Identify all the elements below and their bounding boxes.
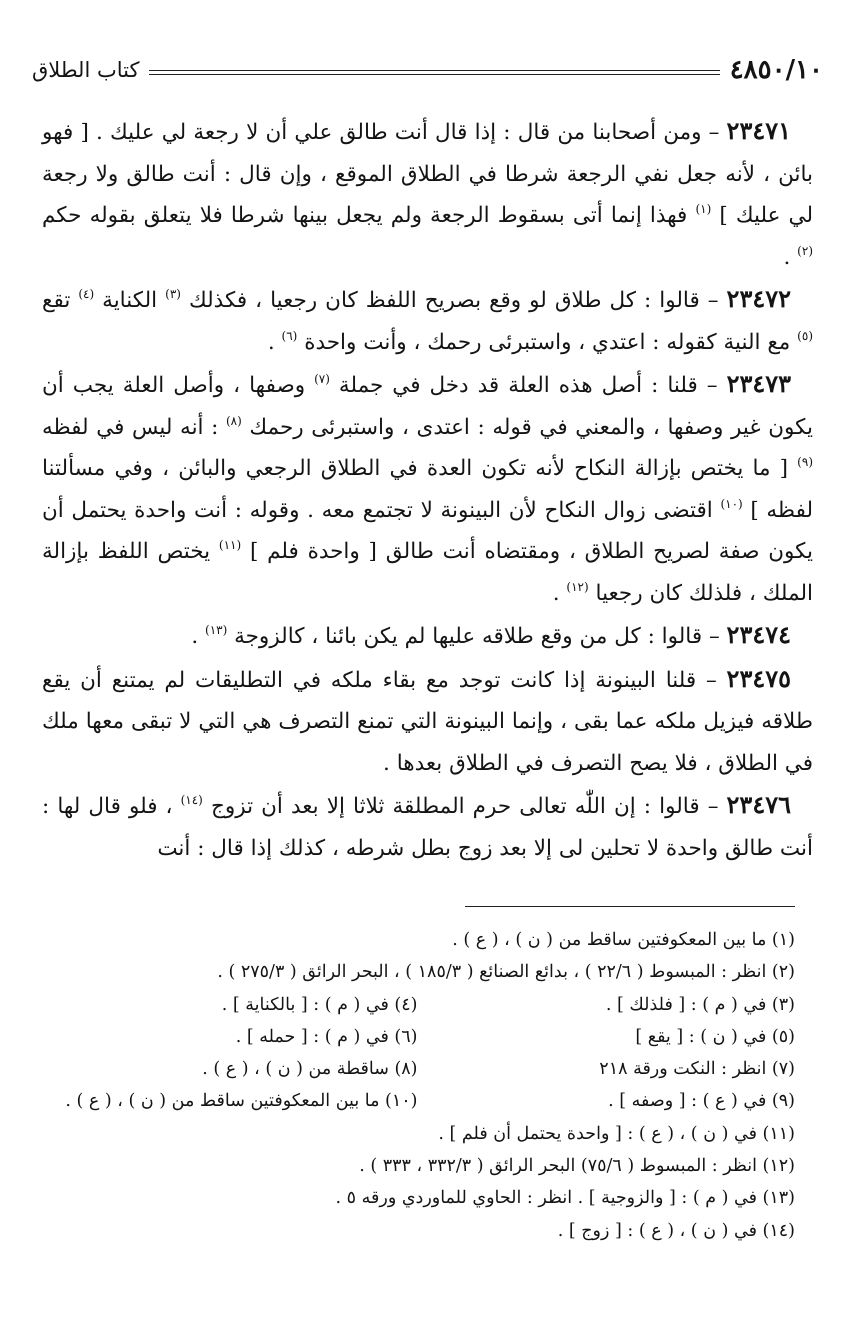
header-double-rule [149, 70, 719, 75]
paragraph-text: – قالوا : إن اللّٰه تعالى حرم المطلقة ثلاثا إلا بعد أن تزوج [202, 794, 727, 819]
footnote-marker: (٩) [797, 455, 813, 469]
main-text [42, 110, 813, 869]
footnote-marker: (١) [695, 202, 712, 216]
paragraph-text: وصفها ، وأصل العلة يجب أن يكون غير وصفها ، والمعني في قوله : اعتدى ، واستبرئى رحمك [42, 373, 813, 440]
paragraph-text: [ ما يختص بإزالة النكاح لأنه تكون العدة في الطلاق الرجعي والبائن ، وفي مسألتنا لفظه ] [42, 456, 813, 523]
paragraph-text: الكناية [94, 288, 166, 313]
paragraph-23472 [42, 278, 813, 363]
paragraph-text: . [267, 329, 282, 355]
paragraph-text: – ومن أصحابنا من قال : إذا قال أنت طالق علي أن لا رجعة لي عليك . [ فهو بائن ، لأنه جعل نفي الرجعة شرطا في الطلاق الموقع ، وإن قال : أنت طالق ولا رجعة لي عليك ] [42, 120, 814, 228]
footnote-marker: (١١) [218, 538, 242, 552]
paragraph-23471 [42, 110, 813, 278]
paragraph-text: تقع [42, 288, 79, 313]
issue-number: ٢٣٤٧١ [726, 116, 791, 145]
footnote-3: (٣) في ( م ) : [ فلذلك ] . [605, 994, 795, 1015]
issue-number: ٢٣٤٧٦ [726, 790, 791, 819]
paragraph-text: ، فلو قال لها : أنت طالق واحدة لا تحلين لى إلا بعد زوج بطل شرطه ، كذلك إذا قال : أنت [42, 794, 813, 861]
footnote-separator [465, 906, 795, 907]
footnote-marker: (١٠) [720, 496, 743, 511]
paragraph-text: : أنه ليس في لفظه [42, 414, 226, 440]
page-header [32, 52, 823, 88]
paragraph-text: مع النية كقوله : اعتدي ، واستبرئى رحمك ، وأنت واحدة [297, 329, 798, 355]
issue-number: ٢٣٤٧٢ [726, 284, 791, 313]
footnote-1: (١) ما بين المعكوفتين ساقط من ( ن ) ، ( ع ) . [452, 930, 795, 950]
footnote-2: (٢) انظر : المبسوط ( ٢٢/٦ ) ، بدائع الصنائع ( ١٨٥/٣ ) ، البحر الرائق ( ٢٧٥/٣ ) . [217, 962, 795, 983]
page-number: ٤٨٥٠/١٠ [729, 55, 823, 85]
footnote-marker: (٨) [225, 413, 242, 428]
footnote-marker: (٧) [314, 372, 330, 386]
footnote-12: (١٢) انظر : المبسوط ( ٧٥/٦) البحر الرائق ( ٣٣٢/٣ ، ٣٣٣ ) . [359, 1156, 795, 1177]
footnote-11: (١١) في ( ن ) ، ( ع ) : [ واحدة يحتمل أن فلم ] . [438, 1123, 795, 1144]
paragraph-text: يختص اللفظ بإزالة الملك ، فلذلك كان رجعيا [42, 539, 813, 606]
footnote-marker: (٦) [281, 328, 298, 343]
footnote-marker: (٤) [78, 287, 95, 301]
paragraph-text: – قالوا : كل طلاق لو وقع بصريح اللفظ كان رجعيا ، فكذلك [180, 288, 727, 313]
paragraph-23473 [42, 363, 813, 614]
paragraph-text: . [783, 244, 798, 270]
issue-number: ٢٣٤٧٣ [726, 369, 792, 398]
footnote-5: (٥) في ( ن ) : [ يقع ] [635, 1026, 795, 1047]
footnotes [40, 924, 795, 1247]
paragraph-23475 [42, 658, 813, 785]
issue-number: ٢٣٤٧٤ [726, 620, 791, 649]
paragraph-23476 [42, 784, 813, 869]
paragraph-text: . [552, 580, 567, 606]
footnote-marker: (٥) [797, 328, 813, 343]
paragraph-text: – قلنا : أصل هذه العلة قد دخل في جملة [329, 373, 727, 398]
footnote-7: (٧) انظر : النكت ورقة ٢١٨ [599, 1059, 795, 1080]
footnote-marker: (١٤) [180, 793, 203, 807]
paragraph-23474 [42, 614, 813, 658]
footnote-10: (١٠) ما بين المعكوفتين ساقط من ( ن ) ، ( ع ) . [65, 1091, 418, 1112]
footnote-marker: (٢) [797, 243, 813, 258]
footnote-4: (٤) في ( م ) : [ بالكناية ] . [221, 994, 418, 1015]
paragraph-text: – قالوا : كل من وقع طلاقه عليها لم يكن بائنا ، كالزوجة [227, 624, 727, 649]
footnote-9: (٩) في ( ع ) : [ وصفه ] . [608, 1091, 795, 1112]
footnote-8: (٨) ساقطة من ( ن ) ، ( ع ) . [202, 1059, 418, 1080]
paragraph-text: اقتضى زوال النكاح لأن البينونة لا تجتمع معه . وقوله : أنت واحدة يحتمل أن يكون صفة لصريح الطلاق ، ومقتضاه أنت طالق [ واحدة فلم ] [42, 497, 813, 564]
footnote-marker: (١٣) [205, 623, 228, 637]
footnote-6: (٦) في ( م ) : [ حمله ] . [235, 1026, 418, 1047]
footnote-13: (١٣) في ( م ) : [ والزوجية ] . انظر : الحاوي للماوردي ورقه ٥ . [335, 1188, 795, 1209]
running-title: كتاب الطلاق [32, 58, 140, 82]
paragraph-text: فهذا إنما أتى بسقوط الرجعة ولم يجعل بينها شرطا فلا يتعلق بقوله حكم [42, 203, 696, 228]
paragraph-text: – قلنا البينونة إذا كانت توجد مع بقاء ملكه في التطليقات لم يمتنع أن يقع طلاقه فيزيل ملكه عما بقى ، وإنما البينونة التي تمنع التصرف هي التي لا تبقى معها ملك في الطلاق ، فلا يصح التصرف في الطلاق بعدها . [42, 667, 813, 776]
paragraph-text: . [191, 624, 206, 649]
footnote-marker: (١٢) [566, 579, 589, 594]
issue-number: ٢٣٤٧٥ [726, 663, 791, 693]
footnote-marker: (٣) [165, 287, 181, 301]
footnote-14: (١٤) في ( ن ) ، ( ع ) : [ زوج ] . [557, 1220, 795, 1241]
